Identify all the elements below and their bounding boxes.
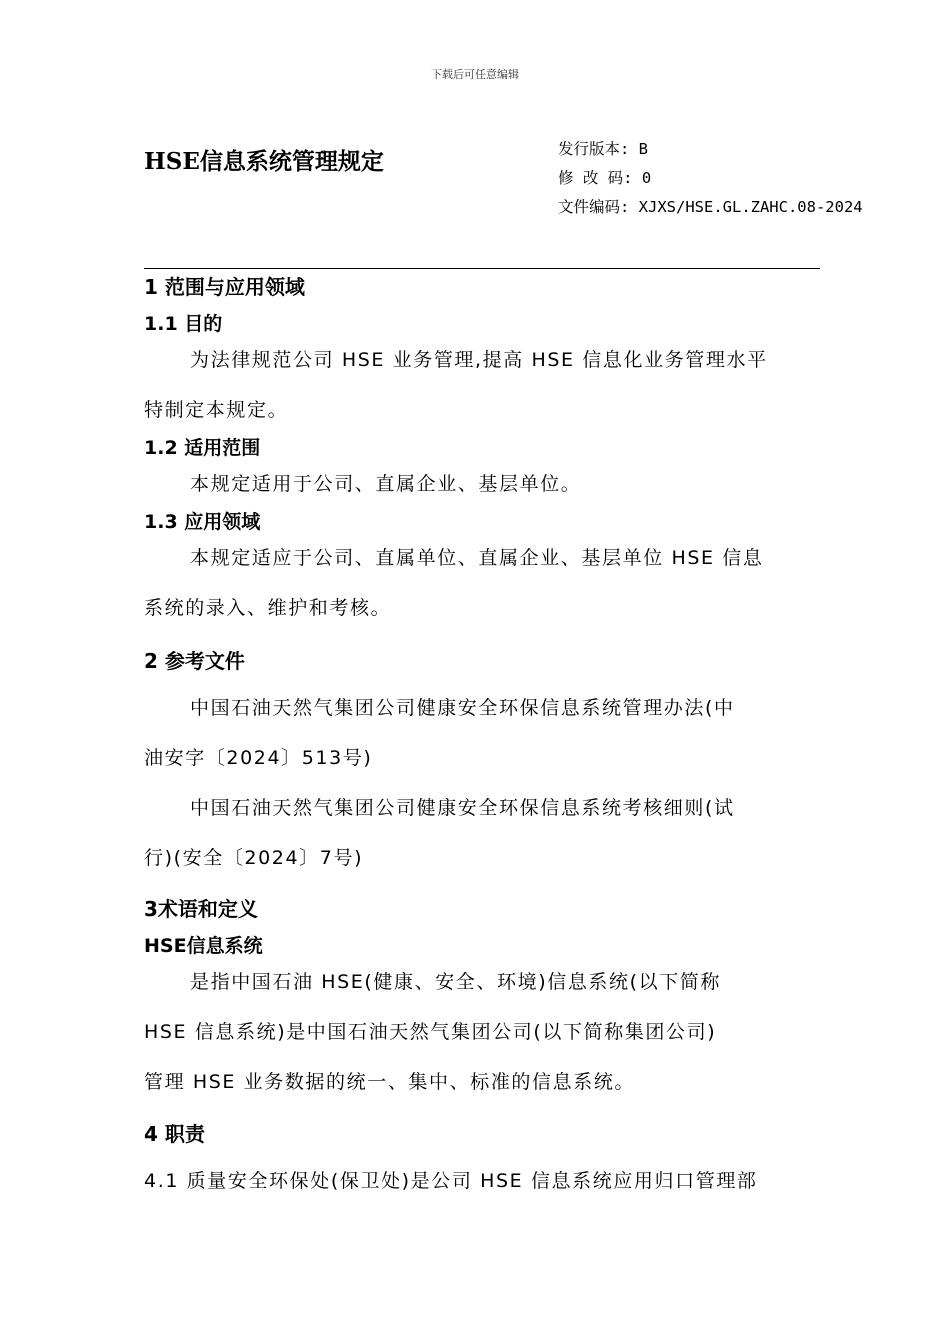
paragraph-line: 系统的录入、维护和考核。 (144, 597, 392, 619)
paragraph-line: 油安字〔2024〕513号) (144, 747, 373, 769)
term-heading: HSE信息系统 (144, 935, 263, 957)
section-2-heading: 2 参考文件 (144, 649, 245, 673)
section-3-heading: 3术语和定义 (144, 897, 258, 921)
paragraph-line: 管理 HSE 业务数据的统一、集中、标准的信息系统。 (144, 1071, 636, 1093)
section-1-3-heading: 1.3 应用领域 (144, 511, 261, 533)
document-title: HSE信息系统管理规定 (144, 148, 384, 175)
paragraph-line: 是指中国石油 HSE(健康、安全、环境)信息系统(以下简称 (190, 971, 722, 993)
paragraph-line: 中国石油天然气集团公司健康安全环保信息系统考核细则(试 (190, 797, 735, 819)
section-1-heading: 1 范围与应用领域 (144, 275, 305, 299)
revision-label: 修 改 码: 0 (558, 169, 652, 187)
paragraph-line: 为法律规范公司 HSE 业务管理,提高 HSE 信息化业务管理水平 (190, 349, 768, 371)
section-1-1-heading: 1.1 目的 (144, 313, 223, 335)
header-divider (144, 268, 820, 269)
paragraph-line: 4.1 质量安全环保处(保卫处)是公司 HSE 信息系统应用归口管理部 (144, 1170, 758, 1192)
paragraph-line: 本规定适用于公司、直属企业、基层单位。 (190, 473, 582, 495)
section-4-heading: 4 职责 (144, 1122, 205, 1146)
watermark: 下载后可任意编辑 (431, 68, 519, 81)
section-1-2-heading: 1.2 适用范围 (144, 437, 261, 459)
version-label: 发行版本: B (558, 140, 648, 158)
paragraph-line: HSE 信息系统)是中国石油天然气集团公司(以下简称集团公司) (144, 1021, 717, 1043)
document-code-label: 文件编码: XJXS/HSE.GL.ZAHC.08-2024 (558, 198, 863, 216)
paragraph-line: 本规定适应于公司、直属单位、直属企业、基层单位 HSE 信息 (190, 547, 764, 569)
paragraph-line: 中国石油天然气集团公司健康安全环保信息系统管理办法(中 (190, 697, 735, 719)
paragraph-line: 特制定本规定。 (144, 399, 289, 421)
paragraph-line: 行)(安全〔2024〕7号) (144, 847, 364, 869)
